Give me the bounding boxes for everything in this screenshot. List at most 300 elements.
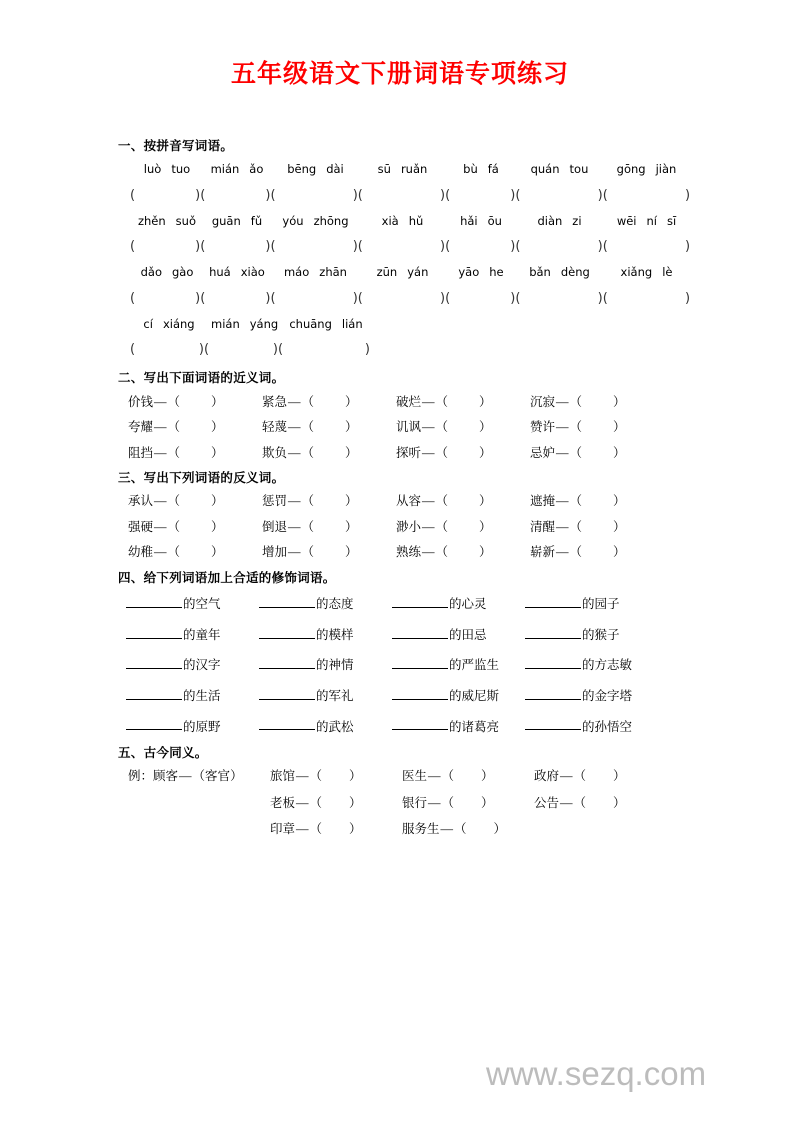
paren-close: ） bbox=[345, 394, 358, 409]
answer-blank[interactable] bbox=[570, 546, 626, 559]
prompt-word: 公告 bbox=[534, 795, 560, 810]
answer-blank[interactable] bbox=[392, 687, 448, 700]
word-pair-item bbox=[128, 447, 262, 460]
pinyin-word bbox=[446, 164, 516, 176]
pinyin-syllable: dài bbox=[326, 162, 344, 177]
paren-close: ） bbox=[479, 519, 492, 534]
prompt-word: 紧急 bbox=[262, 394, 288, 409]
answer-blank[interactable] bbox=[515, 292, 602, 305]
answer-blank[interactable] bbox=[200, 292, 270, 305]
answer-blank[interactable] bbox=[436, 546, 492, 559]
prompt-word: 服务生 bbox=[402, 822, 440, 837]
paren-close: ） bbox=[613, 420, 626, 434]
answer-blank[interactable] bbox=[358, 189, 445, 202]
answer-blank[interactable] bbox=[525, 595, 581, 608]
pinyin-syllable: zhěn bbox=[137, 213, 166, 228]
pinyin-syllable: quán bbox=[530, 162, 560, 177]
answer-blank[interactable] bbox=[570, 495, 626, 508]
dash-separator: — bbox=[422, 519, 435, 534]
answer-blank[interactable] bbox=[436, 495, 492, 508]
ancient-modern-item bbox=[270, 770, 402, 783]
pinyin-row bbox=[118, 213, 690, 228]
prompt-word: 顾客 bbox=[153, 769, 179, 784]
answer-blank[interactable] bbox=[442, 797, 494, 810]
paren-open: （ bbox=[167, 445, 181, 460]
dash-separator: — bbox=[154, 494, 167, 509]
modifier-item bbox=[525, 656, 658, 673]
particle-de: 的 bbox=[316, 596, 329, 611]
answer-blank[interactable] bbox=[570, 396, 626, 409]
answer-blank[interactable] bbox=[392, 595, 448, 608]
prompt-word: 猴子 bbox=[594, 627, 620, 642]
answer-blank[interactable] bbox=[436, 447, 492, 460]
pinyin-syllable: sī bbox=[667, 213, 677, 228]
paren-open: （ bbox=[435, 445, 449, 460]
prompt-word: 阻挡 bbox=[128, 445, 154, 460]
answer-blank[interactable] bbox=[302, 521, 358, 534]
answer-blank[interactable] bbox=[515, 189, 602, 202]
pinyin-word bbox=[516, 213, 603, 228]
paren-close: ） bbox=[613, 445, 626, 460]
pinyin-exercise bbox=[118, 164, 690, 356]
paren-open: （ bbox=[441, 769, 455, 784]
answer-blank[interactable] bbox=[445, 292, 515, 305]
answer-blank[interactable] bbox=[442, 770, 494, 783]
answer-blank[interactable] bbox=[200, 189, 270, 202]
answer-blank[interactable] bbox=[310, 770, 362, 783]
answer-blank[interactable] bbox=[603, 292, 690, 305]
pinyin-syllable: bǎn bbox=[529, 265, 551, 280]
dash-separator: — bbox=[154, 545, 167, 560]
answer-blank[interactable] bbox=[525, 626, 581, 639]
answer-blank[interactable] bbox=[454, 823, 506, 836]
word-pair-row bbox=[128, 447, 690, 460]
prompt-word: 熟练 bbox=[396, 545, 422, 560]
paren-open: ( bbox=[130, 290, 136, 306]
pinyin-syllable: zi bbox=[572, 213, 582, 228]
particle-de: 的 bbox=[449, 688, 462, 703]
paren-close: ） bbox=[613, 494, 626, 509]
paren-close: ) bbox=[195, 187, 201, 203]
answer-blank[interactable] bbox=[259, 718, 315, 731]
pinyin-word bbox=[603, 213, 690, 228]
word-pair-row bbox=[128, 495, 690, 508]
paren-close: ) bbox=[440, 187, 446, 203]
modifier-item bbox=[392, 656, 525, 673]
pinyin-syllable: máo bbox=[283, 265, 310, 280]
answer-blank[interactable] bbox=[204, 343, 278, 356]
paren-open: （ bbox=[309, 795, 323, 810]
answer-blank[interactable] bbox=[603, 240, 690, 253]
dash-separator: — bbox=[428, 769, 441, 784]
paren-open: （ bbox=[441, 795, 455, 810]
pinyin-word bbox=[359, 164, 446, 176]
answer-blank[interactable] bbox=[392, 656, 448, 669]
paren-open: ( bbox=[445, 290, 451, 306]
particle-de: 的 bbox=[449, 596, 462, 611]
paren-close: ） bbox=[613, 545, 626, 560]
paren-close: ） bbox=[211, 445, 224, 460]
prompt-word: 增加 bbox=[262, 545, 288, 560]
answer-blank[interactable] bbox=[302, 447, 358, 460]
answer-blank[interactable] bbox=[168, 521, 224, 534]
answer-blank[interactable] bbox=[302, 396, 358, 409]
ancient-modern-row bbox=[128, 770, 690, 783]
paren-close: ） bbox=[479, 420, 492, 434]
pinyin-syllable: sū bbox=[377, 162, 391, 177]
paren-close: ) bbox=[597, 187, 603, 203]
answer-blank[interactable] bbox=[259, 626, 315, 639]
pinyin-word bbox=[359, 267, 446, 279]
pinyin-row bbox=[118, 164, 690, 176]
answer-blank[interactable] bbox=[574, 770, 626, 783]
word-pair-item bbox=[530, 421, 664, 434]
answer-blank[interactable] bbox=[570, 521, 626, 534]
dash-separator: — bbox=[288, 394, 301, 409]
answer-blank[interactable] bbox=[130, 292, 200, 305]
prompt-word: 讥讽 bbox=[396, 420, 422, 434]
prompt-word: 旅馆 bbox=[270, 769, 296, 784]
answer-blank[interactable] bbox=[168, 495, 224, 508]
paren-close: ） bbox=[345, 420, 358, 434]
pinyin-word bbox=[272, 213, 359, 228]
modifier-item bbox=[259, 687, 392, 704]
example-label: 例： bbox=[128, 769, 154, 784]
paren-open: ( bbox=[130, 342, 136, 358]
particle-de: 的 bbox=[316, 688, 329, 703]
pinyin-syllable: tou bbox=[569, 162, 589, 177]
paren-open: ( bbox=[602, 187, 608, 203]
prompt-word: 严监生 bbox=[461, 658, 500, 673]
prompt-word: 崭新 bbox=[530, 545, 556, 560]
particle-de: 的 bbox=[183, 658, 196, 673]
paren-close: ） bbox=[211, 545, 224, 560]
paren-close: ) bbox=[198, 342, 204, 358]
particle-de: 的 bbox=[449, 658, 462, 673]
pinyin-word bbox=[516, 164, 603, 176]
answer-blank[interactable] bbox=[259, 656, 315, 669]
pinyin-syllable: huá bbox=[209, 265, 231, 280]
paren-close: ） bbox=[481, 769, 494, 784]
section-pinyin bbox=[118, 138, 690, 356]
answer-bracket-row bbox=[118, 292, 690, 305]
paren-close: ) bbox=[352, 290, 358, 306]
pinyin-syllable: yán bbox=[407, 265, 429, 280]
particle-de: 的 bbox=[449, 719, 462, 734]
prompt-word: 渺小 bbox=[396, 519, 422, 534]
word-pair-item bbox=[530, 495, 664, 508]
paren-open: （ bbox=[573, 769, 587, 784]
paren-open: （ bbox=[167, 519, 181, 534]
answer-blank[interactable] bbox=[168, 447, 224, 460]
modifier-item bbox=[525, 626, 658, 643]
answer-bracket-row bbox=[118, 240, 690, 253]
paren-open: （ bbox=[569, 519, 583, 534]
paren-close: ） bbox=[345, 519, 358, 534]
dash-separator: — bbox=[422, 394, 435, 409]
paren-open: （ bbox=[569, 545, 583, 560]
pinyin-syllable: dǎo bbox=[140, 265, 162, 280]
dash-separator: — bbox=[560, 795, 573, 810]
pinyin-word bbox=[202, 164, 272, 176]
answer-blank[interactable] bbox=[358, 240, 445, 253]
answer-blank[interactable] bbox=[130, 343, 204, 356]
paren-open: ( bbox=[270, 239, 276, 255]
prompt-word: 欺负 bbox=[262, 445, 288, 460]
answer-blank[interactable] bbox=[436, 396, 492, 409]
prompt-word: 心灵 bbox=[461, 596, 487, 611]
prompt-word: 孙悟空 bbox=[594, 719, 633, 734]
word-pair-item bbox=[530, 447, 664, 460]
paren-open: （ bbox=[435, 394, 449, 409]
dash-separator: — bbox=[556, 545, 569, 560]
paren-open: ( bbox=[602, 290, 608, 306]
answer-blank[interactable] bbox=[126, 718, 182, 731]
answer-blank[interactable] bbox=[603, 189, 690, 202]
dash-separator: — bbox=[154, 394, 167, 409]
answer-blank[interactable] bbox=[525, 718, 581, 731]
paren-close: ) bbox=[440, 239, 446, 255]
paren-close: ) bbox=[265, 239, 271, 255]
paren-close: ） bbox=[349, 769, 362, 784]
prompt-word: 倒退 bbox=[262, 519, 288, 534]
paren-open: ( bbox=[130, 187, 136, 203]
answer-blank[interactable] bbox=[126, 595, 182, 608]
paren-open: ( bbox=[204, 342, 210, 358]
paren-close: ) bbox=[684, 187, 691, 203]
prompt-word: 汉字 bbox=[195, 658, 221, 673]
modifier-grid bbox=[118, 595, 690, 734]
pinyin-word bbox=[132, 164, 202, 176]
ancient-modern-item bbox=[534, 770, 666, 783]
answer-blank[interactable] bbox=[168, 421, 224, 434]
word-pair-item bbox=[396, 447, 530, 460]
prompt-word: 印章 bbox=[270, 822, 296, 837]
modifier-item bbox=[259, 595, 392, 612]
answer-blank[interactable] bbox=[436, 421, 492, 434]
pinyin-syllable: xiǎng bbox=[620, 265, 653, 280]
ancient-modern-item bbox=[270, 823, 402, 836]
pinyin-syllable: ǎo bbox=[249, 162, 264, 177]
answer-blank[interactable] bbox=[392, 626, 448, 639]
paren-open: （ bbox=[301, 519, 315, 534]
prompt-word: 生活 bbox=[195, 688, 221, 703]
answer-blank[interactable] bbox=[525, 656, 581, 669]
word-pair-item bbox=[530, 546, 664, 559]
particle-de: 的 bbox=[183, 688, 196, 703]
answer-blank[interactable] bbox=[270, 189, 357, 202]
word-pair-item bbox=[396, 521, 530, 534]
pinyin-syllable: ní bbox=[646, 213, 657, 228]
answer-blank[interactable] bbox=[130, 240, 200, 253]
dash-separator: — bbox=[154, 519, 167, 534]
pinyin-word bbox=[446, 213, 516, 228]
paren-open: ( bbox=[515, 290, 521, 306]
paren-open: ( bbox=[200, 290, 206, 306]
ancient-modern-grid bbox=[118, 770, 690, 836]
paren-open: （ bbox=[167, 494, 181, 509]
dash-separator: — bbox=[288, 545, 301, 560]
word-pair-row bbox=[128, 396, 690, 409]
particle-de: 的 bbox=[582, 596, 595, 611]
answer-blank[interactable] bbox=[200, 240, 270, 253]
answer-blank[interactable] bbox=[392, 718, 448, 731]
modifier-item bbox=[392, 595, 525, 612]
word-pair-item bbox=[128, 396, 262, 409]
pinyin-syllable: chuāng bbox=[289, 316, 332, 331]
ancient-modern-row bbox=[128, 797, 690, 810]
answer-blank[interactable] bbox=[358, 292, 445, 305]
answer-blank[interactable] bbox=[515, 240, 602, 253]
dash-separator: — bbox=[556, 394, 569, 409]
answer-blank[interactable] bbox=[126, 626, 182, 639]
pinyin-word bbox=[272, 164, 359, 176]
pinyin-syllable: hǔ bbox=[408, 213, 424, 228]
paren-open: （ bbox=[569, 420, 583, 434]
prompt-word: 惩罚 bbox=[262, 494, 288, 509]
paren-close: ） bbox=[613, 769, 626, 784]
answer-blank[interactable] bbox=[270, 292, 357, 305]
answer-blank[interactable] bbox=[570, 421, 626, 434]
paren-close: ) bbox=[272, 342, 278, 358]
word-pair-row bbox=[128, 421, 690, 434]
answer-blank[interactable] bbox=[302, 495, 358, 508]
answer-blank[interactable] bbox=[259, 595, 315, 608]
paren-close: ) bbox=[265, 187, 271, 203]
prompt-word: 破烂 bbox=[396, 394, 422, 409]
row-indent-spacer bbox=[128, 823, 270, 836]
ancient-modern-item bbox=[270, 797, 402, 810]
prompt-word: 武松 bbox=[328, 719, 354, 734]
paren-close: ） bbox=[493, 822, 507, 837]
paren-close: ) bbox=[510, 187, 516, 203]
answer-blank[interactable] bbox=[278, 343, 370, 356]
paren-close: ） bbox=[211, 420, 224, 434]
pinyin-syllable: tuo bbox=[171, 162, 191, 177]
paren-close: ） bbox=[211, 519, 224, 534]
dash-separator: — bbox=[288, 519, 301, 534]
answer-blank[interactable] bbox=[270, 240, 357, 253]
paren-open: （ bbox=[192, 769, 206, 784]
row-indent-spacer bbox=[128, 797, 270, 810]
answer-blank[interactable] bbox=[126, 656, 182, 669]
word-pair-item bbox=[530, 521, 664, 534]
word-pair-item bbox=[396, 396, 530, 409]
paren-open: ( bbox=[130, 239, 136, 255]
paren-close: ） bbox=[345, 494, 358, 509]
section-heading-2: 二、写出下面词语的近义词。 bbox=[118, 371, 285, 386]
particle-de: 的 bbox=[183, 627, 196, 642]
answer-blank[interactable] bbox=[574, 797, 626, 810]
paren-open: ( bbox=[515, 239, 521, 255]
answer-blank[interactable] bbox=[126, 687, 182, 700]
word-pair-item bbox=[396, 421, 530, 434]
site-watermark: www.sezq.com bbox=[486, 1055, 707, 1092]
paren-open: （ bbox=[301, 545, 315, 560]
answer-blank[interactable] bbox=[570, 447, 626, 460]
paren-open: （ bbox=[301, 420, 315, 434]
pinyin-syllable: fǔ bbox=[250, 213, 263, 228]
answer-blank[interactable] bbox=[302, 546, 358, 559]
paren-close: ) bbox=[684, 290, 691, 306]
section-heading-3: 三、写出下列词语的反义词。 bbox=[118, 471, 285, 485]
answer-blank[interactable] bbox=[168, 546, 224, 559]
dash-separator: — bbox=[422, 445, 435, 460]
pinyin-word bbox=[603, 164, 690, 176]
word-pair-item bbox=[262, 495, 396, 508]
paren-close: ） bbox=[349, 822, 362, 837]
word-pair-item bbox=[262, 546, 396, 559]
particle-de: 的 bbox=[582, 719, 595, 734]
word-pair-item bbox=[128, 546, 262, 559]
answer-blank[interactable] bbox=[445, 240, 515, 253]
answer-blank[interactable] bbox=[310, 823, 362, 836]
pinyin-syllable: guān bbox=[211, 213, 241, 228]
section-antonyms bbox=[118, 470, 690, 559]
paren-open: ( bbox=[445, 239, 451, 255]
prompt-word: 园子 bbox=[594, 596, 620, 611]
pinyin-row bbox=[118, 316, 690, 331]
pinyin-syllable: luò bbox=[143, 162, 162, 177]
answer-blank[interactable] bbox=[525, 687, 581, 700]
pinyin-word bbox=[132, 316, 206, 331]
worksheet-content bbox=[0, 138, 800, 836]
answer-blank[interactable] bbox=[310, 797, 362, 810]
prompt-word: 医生 bbox=[402, 769, 428, 784]
answer-blank[interactable] bbox=[168, 396, 224, 409]
ancient-modern-item bbox=[534, 797, 666, 810]
answer-blank[interactable] bbox=[436, 521, 492, 534]
pinyin-syllable: suǒ bbox=[175, 213, 196, 228]
pinyin-syllable: zūn bbox=[376, 265, 398, 280]
word-pair-item bbox=[262, 447, 396, 460]
word-pair-row bbox=[128, 521, 690, 534]
modifier-item bbox=[525, 595, 658, 612]
answer-blank[interactable] bbox=[302, 421, 358, 434]
pinyin-word bbox=[516, 267, 603, 279]
pinyin-syllable: xiáng bbox=[162, 316, 195, 331]
answer-blank[interactable] bbox=[445, 189, 515, 202]
modifier-item bbox=[259, 718, 392, 735]
pinyin-syllable: ruǎn bbox=[400, 162, 428, 177]
section-heading-5: 五、古今同义。 bbox=[118, 746, 208, 761]
prompt-word: 原野 bbox=[195, 719, 221, 734]
answer-blank[interactable] bbox=[259, 687, 315, 700]
word-pair-row bbox=[128, 546, 690, 559]
particle-de: 的 bbox=[183, 596, 196, 611]
paren-close: ） bbox=[613, 795, 626, 810]
prompt-word: 诸葛亮 bbox=[461, 719, 500, 734]
pinyin-syllable: bēng bbox=[287, 162, 317, 177]
answer-blank[interactable] bbox=[130, 189, 200, 202]
section-synonyms bbox=[118, 370, 690, 459]
modifier-item bbox=[392, 687, 525, 704]
section-heading-4: 四、给下列词语加上合适的修饰词语。 bbox=[118, 570, 336, 585]
pinyin-word bbox=[280, 316, 372, 331]
paren-open: ( bbox=[200, 239, 206, 255]
particle-de: 的 bbox=[316, 658, 329, 673]
paren-close: ） bbox=[211, 394, 224, 409]
prompt-word: 童年 bbox=[195, 627, 221, 642]
example-item bbox=[128, 770, 270, 783]
paren-open: ( bbox=[515, 187, 521, 203]
modifier-row bbox=[126, 687, 690, 704]
paren-close: ） bbox=[479, 394, 492, 409]
paren-open: ( bbox=[357, 187, 363, 203]
paren-open: （ bbox=[454, 822, 467, 837]
pinyin-syllable: zhōng bbox=[313, 213, 349, 228]
paren-open: （ bbox=[309, 822, 323, 837]
